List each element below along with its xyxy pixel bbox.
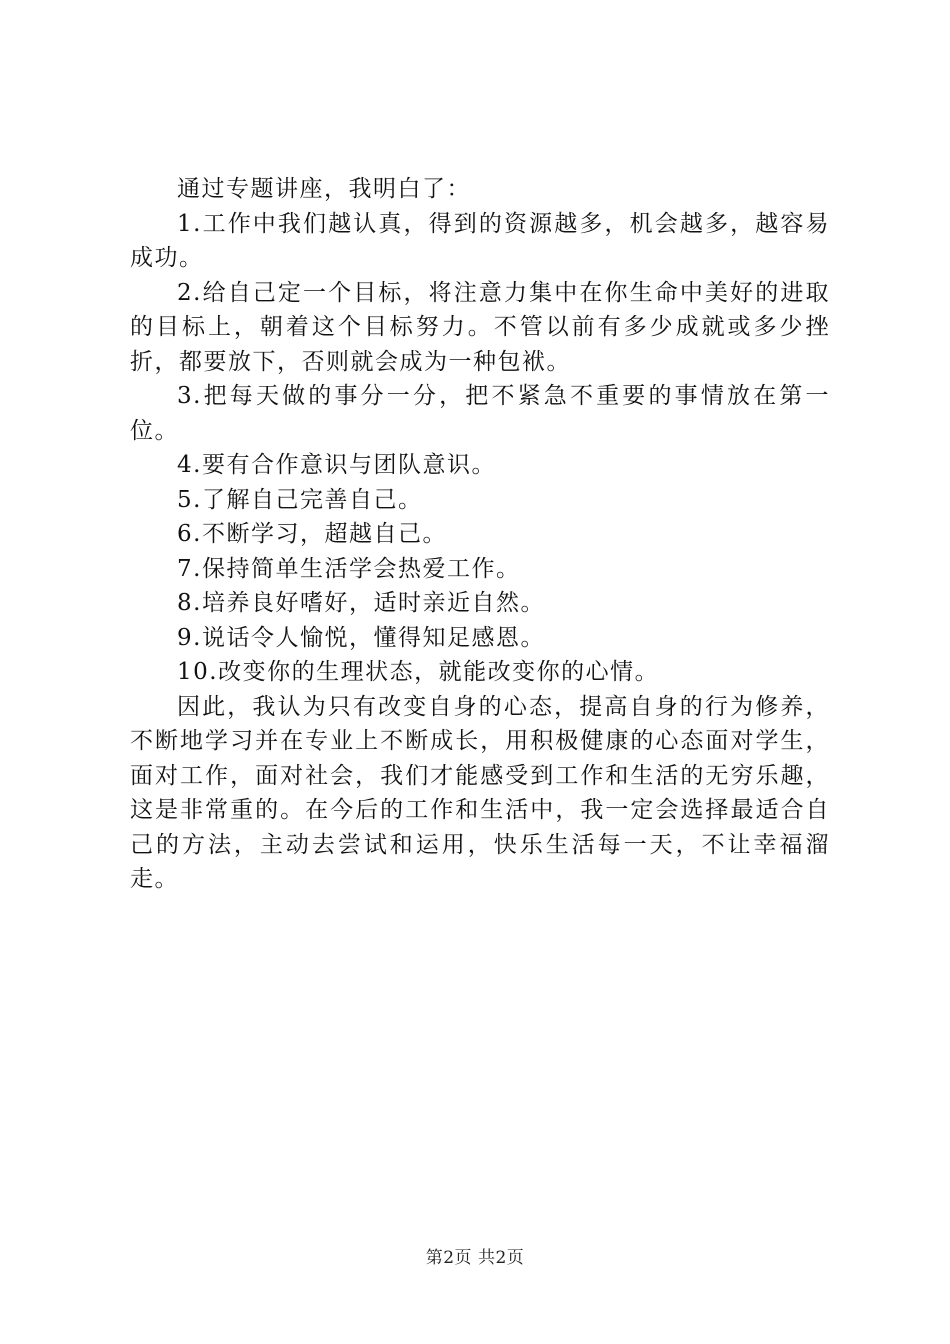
intro-paragraph: 通过专题讲座，我明白了： xyxy=(177,176,471,202)
list-item: 7.保持简单生活学会热爱工作。 xyxy=(177,555,521,582)
list-item: 8.培养良好嗜好，适时亲近自然。 xyxy=(177,590,545,616)
list-item: 2.给自己定一个目标，将注意力集中在你生命中美好的进取的目标上，朝着这个目标努力。不管以前有多少成就或多少挫折，都要放下，否则就会成为一种包袱。 xyxy=(130,279,830,375)
list-item: 10.改变你的生理状态，就能改变你的心情。 xyxy=(177,659,660,685)
list-item: 1.工作中我们越认真，得到的资源越多，机会越多，越容易成功。 xyxy=(130,210,830,271)
list-item: 9.说话令人愉悦，懂得知足感恩。 xyxy=(177,624,545,651)
conclusion-paragraph: 因此，我认为只有改变自身的心态，提高自身的行为修养，不断地学习并在专业上不断成长，用积极健康的心态面对学生，面对工作，面对社会，我们才能感受到工作和生活的无穷乐趣，这是非常重的。在今后的工作和生活中，我一定会选择最适合自己的方法，主动去尝试和运用，快乐生活每一天，不让幸福溜走。 xyxy=(130,693,830,892)
page-number-footer: 第2页 共2页 xyxy=(425,1248,525,1268)
list-item: 3.把每天做的事分一分，把不紧急不重要的事情放在第一位。 xyxy=(130,383,830,444)
document-body xyxy=(130,172,830,897)
list-item: 6.不断学习，超越自己。 xyxy=(177,521,447,547)
list-item: 5.了解自己完善自己。 xyxy=(177,486,423,513)
list-item: 4.要有合作意识与团队意识。 xyxy=(177,452,496,478)
